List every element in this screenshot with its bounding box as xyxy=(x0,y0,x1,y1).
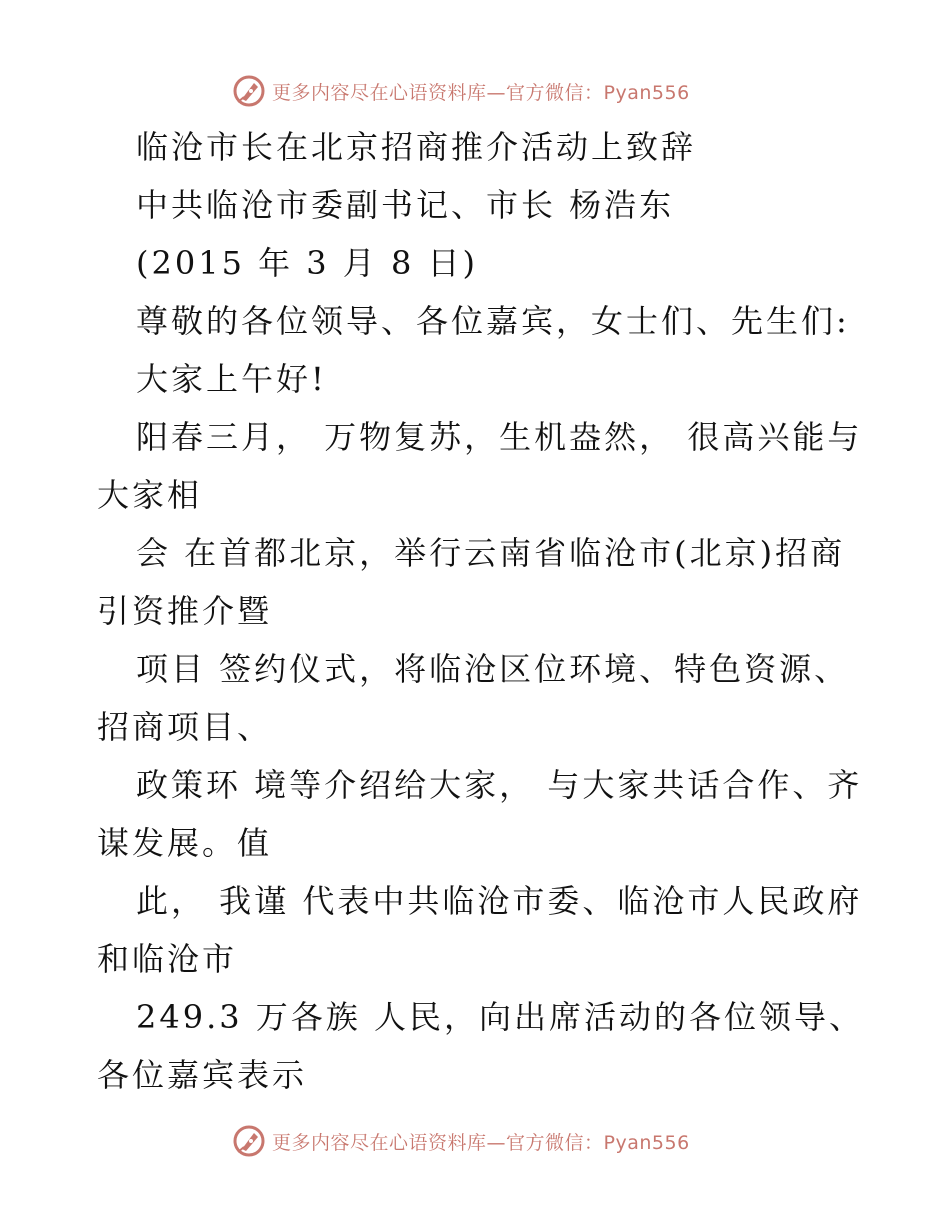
salutation-line: 尊敬的各位领导、各位嘉宾，女士们、先生们: xyxy=(136,302,850,340)
watermark-header xyxy=(232,71,690,111)
paragraph-line: 和临沧市 xyxy=(97,940,238,978)
pen-nib-logo-icon xyxy=(232,74,266,108)
speaker-line: 中共临沧市委副书记、市长 杨浩东 xyxy=(136,186,675,224)
paragraph-line: 会 在首都北京，举行云南省临沧市(北京)招商 xyxy=(136,534,846,572)
paragraph-line: 项目 签约仪式，将临沧区位环境、特色资源、 xyxy=(136,650,850,688)
pen-nib-logo-icon xyxy=(232,1124,266,1158)
date-line: (2015 年 3 月 8 日) xyxy=(136,244,478,282)
watermark-footer xyxy=(232,1121,690,1161)
paragraph-line: 各位嘉宾表示 xyxy=(97,1056,308,1094)
paragraph-line: 阳春三月， 万物复苏，生机盎然， 很高兴能与 xyxy=(136,418,863,456)
speech-title: 临沧市长在北京招商推介活动上致辞 xyxy=(136,128,697,166)
watermark-text: 更多内容尽在心语资料库—官方微信：Pyan556 xyxy=(272,1131,690,1154)
paragraph-line: 249.3 万各族 人民，向出席活动的各位领导、 xyxy=(136,998,864,1036)
paragraph-line: 招商项目、 xyxy=(97,708,273,746)
paragraph-line: 谋发展。值 xyxy=(97,824,273,862)
paragraph-line: 政策环 境等介绍给大家， 与大家共话合作、齐 xyxy=(136,766,863,804)
paragraph-line: 此， 我谨 代表中共临沧市委、临沧市人民政府 xyxy=(136,882,863,920)
paragraph-line: 大家相 xyxy=(97,476,203,514)
watermark-text: 更多内容尽在心语资料库—官方微信：Pyan556 xyxy=(272,81,690,104)
paragraph-line: 引资推介暨 xyxy=(97,592,273,630)
greeting-line: 大家上午好! xyxy=(136,360,327,398)
